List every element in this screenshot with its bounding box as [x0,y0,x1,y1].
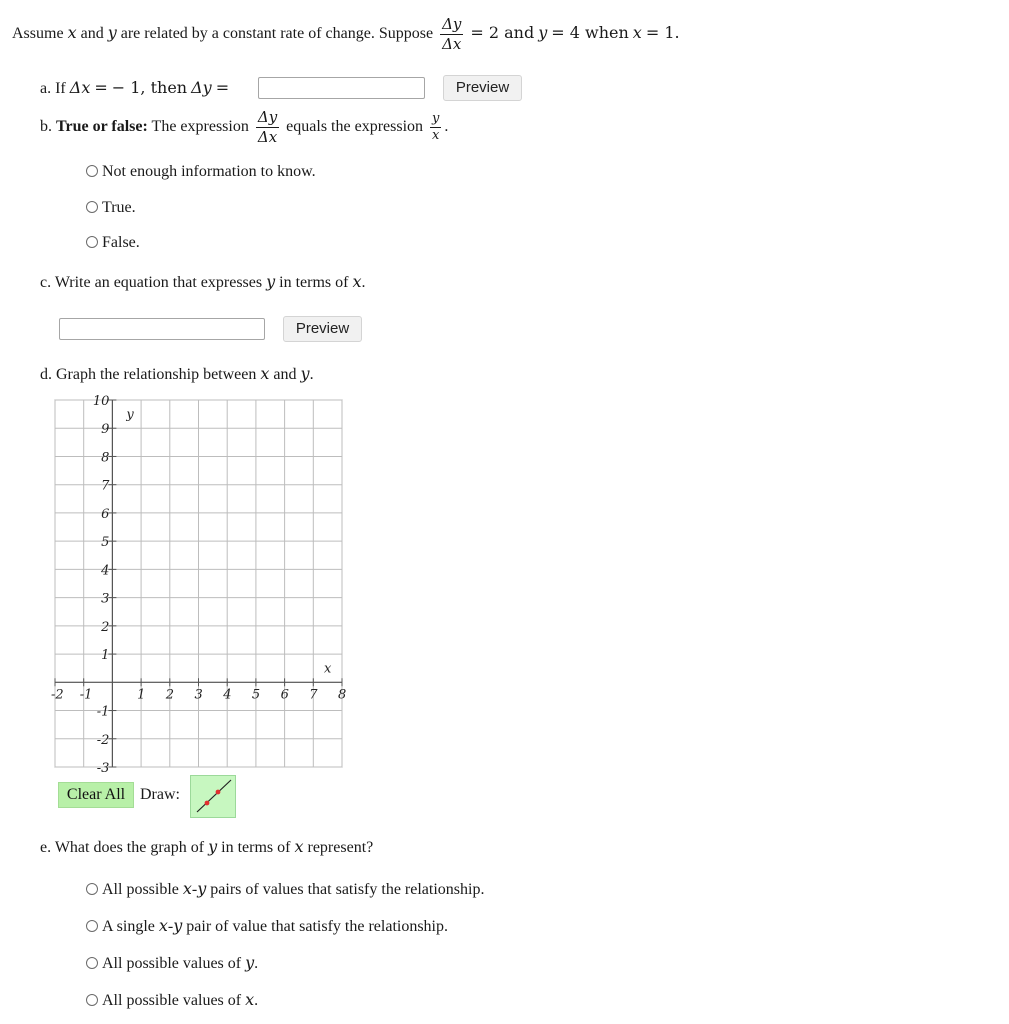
y-axis-label: y [126,407,134,423]
part-c-prompt: c. Write an equation that expresses y in terms of x. [40,272,366,291]
x-tick-label: 7 [309,687,318,703]
part-b-option[interactable]: True. [86,199,136,217]
problem-intro [12,10,680,56]
y-tick-label: -3 [96,761,110,776]
y-tick-label: 3 [101,591,110,607]
intro-fraction: $\frac{\Delta y}{\Delta x}$ [442,14,462,53]
intro-text-2: are related by a constant rate of change. Suppose [120,25,434,42]
radio-button[interactable] [86,201,98,213]
part-d-prompt: d. Graph the relationship between x and y. [40,364,314,383]
radio-button[interactable] [86,883,98,895]
draw-line-tool-button[interactable] [190,775,236,818]
part-c-answer-input[interactable] [59,318,265,340]
intro-y: y [107,23,117,42]
intro-and: and [80,25,104,42]
radio-button[interactable] [86,236,98,248]
part-b-prompt: b. True or false: The expression $\frac{\Delta y}{\Delta x}$ equals the expression $\frac{y}{x}$ . [40,107,449,146]
part-e-option[interactable]: A single x-y pair of value that satisfy the relationship. [86,916,448,936]
part-a-answer-input[interactable] [258,77,425,99]
x-tick-label: 1 [137,687,146,703]
y-tick-label: 1 [101,648,110,664]
part-b-fraction-ratio: $\frac{y}{x}$ [432,110,440,143]
y-tick-label: 10 [92,394,110,409]
y-tick-label: 6 [101,506,110,522]
radio-button[interactable] [86,994,98,1006]
y-tick-label: 9 [101,422,110,438]
x-axis-label: x [323,661,332,677]
radio-button[interactable] [86,957,98,969]
part-e-option[interactable]: All possible values of y. [86,953,258,973]
intro-tail: = 2 and [470,23,535,42]
x-tick-label: 5 [251,687,261,703]
y-tick-label: -2 [96,732,110,748]
x-tick-label: 8 [338,687,347,703]
x-tick-label: -2 [51,687,64,703]
radio-button[interactable] [86,920,98,932]
clear-all-button[interactable]: Clear All [58,782,134,808]
y-tick-label: -1 [96,704,110,720]
part-a-preview-button[interactable]: Preview [443,75,522,101]
part-e-option[interactable]: All possible x-y pairs of values that satisfy the relationship. [86,879,484,899]
intro-tail-y: y [538,23,548,42]
y-tick-label: 2 [101,619,110,635]
intro-x: x [67,23,77,42]
radio-button[interactable] [86,165,98,177]
part-e-option[interactable]: All possible values of x. [86,990,258,1010]
x-tick-label: 4 [223,687,232,703]
intro-tail-x: x [632,23,642,42]
part-e-prompt: e. What does the graph of y in terms of x represent? [40,837,374,856]
x-tick-label: 2 [165,687,175,703]
intro-text: Assume [12,25,64,42]
part-b-option[interactable]: False. [86,234,140,252]
draw-label: Draw: [140,786,180,803]
intro-tail-eq: = 4 when [551,23,629,42]
part-b-fraction-delta: $\frac{\Delta y}{\Delta x}$ [257,107,278,146]
y-tick-label: 8 [101,450,110,466]
line-tool-icon [191,776,235,817]
x-tick-label: 6 [280,687,289,703]
graph-canvas[interactable] [51,394,347,776]
x-tick-label: 3 [194,687,203,703]
y-tick-label: 5 [101,535,110,551]
y-tick-label: 7 [101,478,110,494]
part-a-prompt: a. If Δx = − 1, then Δy = [40,78,230,97]
part-b-option[interactable]: Not enough information to know. [86,163,316,181]
part-c-preview-button[interactable]: Preview [283,316,362,342]
x-tick-label: -1 [79,687,93,703]
y-tick-label: 4 [101,563,110,579]
intro-tail-end: = 1. [645,23,680,42]
